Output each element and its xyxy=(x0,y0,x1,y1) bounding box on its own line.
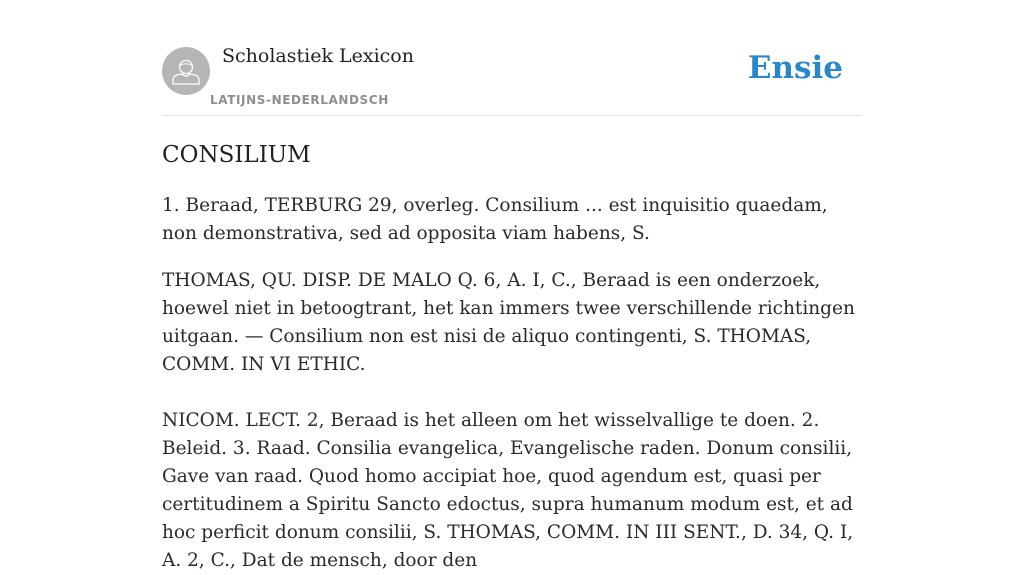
dictionary-subtitle: LATIJNS-NEDERLANDSCH xyxy=(210,93,389,107)
entry-content xyxy=(162,138,862,575)
entry-title: CONSILIUM xyxy=(162,142,311,168)
dictionary-title[interactable]: Scholastiek Lexicon xyxy=(222,45,414,67)
entry-paragraph: THOMAS, QU. DISP. DE MALO Q. 6, A. I, C., Beraad is een onderzoek, hoewel niet in betoogtrant, het kan immers twee verschillende richtingen uitgaan. — Consilium non est nisi de aliquo contingenti, S. THOMAS, COMM. IN VI ETHIC. xyxy=(162,270,855,375)
entry-paragraph: 1. Beraad, TERBURG 29, overleg. Consilium ... est inquisitio quaedam, non demonstrativa, sed ad opposita viam habens, S. xyxy=(162,195,828,244)
entry-paragraph: NICOM. LECT. 2, Beraad is het alleen om het wisselvallige te doen. 2. Beleid. 3. Raad. Consilia evangelica, Evangelische raden. Donum consilii, Gave van raad. Quod homo accipiat hoe, quod agendum est, quasi per certitudinem a Spiritu Sancto edoctus, supra humanum modum est, et ad hoc perficit donum consilii, S. THOMAS, COMM. IN III SENT., D. 34, Q. I, A. 2, C., Dat de mensch, door den xyxy=(162,410,854,571)
entry-body xyxy=(162,192,862,575)
avatar-person-glyph xyxy=(162,47,210,95)
header xyxy=(162,0,862,116)
brand-logo-link[interactable]: Ensie xyxy=(747,50,843,86)
user-placeholder-icon[interactable] xyxy=(162,47,210,95)
